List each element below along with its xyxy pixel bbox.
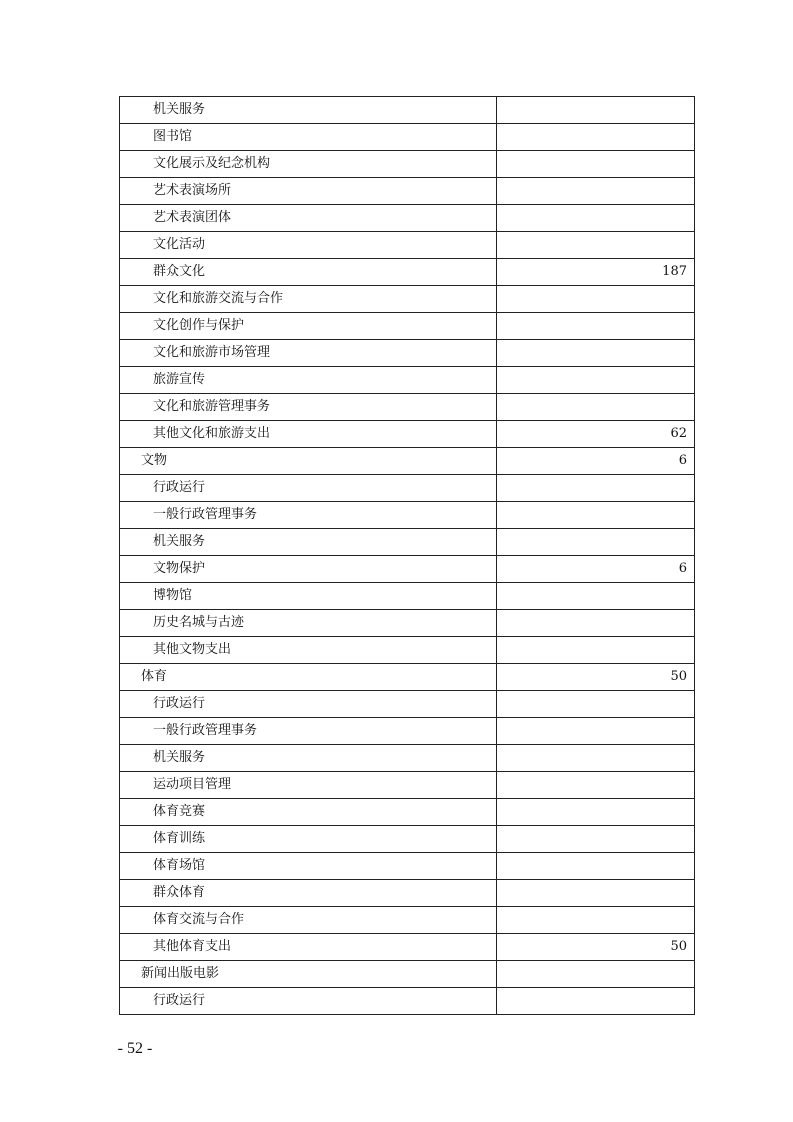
table-row bbox=[120, 853, 695, 880]
item-name-cell: 历史名城与古迹 bbox=[120, 610, 497, 637]
page-number: - 52 - bbox=[117, 1040, 153, 1057]
budget-table-body bbox=[120, 97, 695, 1015]
item-name-cell: 群众体育 bbox=[120, 880, 497, 907]
table-row bbox=[120, 124, 695, 151]
table-row bbox=[120, 529, 695, 556]
item-name-cell: 其他文化和旅游支出 bbox=[120, 421, 497, 448]
item-value-cell bbox=[497, 151, 695, 178]
item-value-cell bbox=[497, 313, 695, 340]
item-value-cell: 62 bbox=[497, 421, 695, 448]
item-name-cell: 文化和旅游交流与合作 bbox=[120, 286, 497, 313]
item-value-cell bbox=[497, 610, 695, 637]
item-value-cell bbox=[497, 988, 695, 1015]
table-row bbox=[120, 556, 695, 583]
item-name-cell: 机关服务 bbox=[120, 745, 497, 772]
item-value-cell bbox=[497, 475, 695, 502]
table-row bbox=[120, 178, 695, 205]
item-value-cell bbox=[497, 97, 695, 124]
table-row bbox=[120, 988, 695, 1015]
table-row bbox=[120, 637, 695, 664]
table-row bbox=[120, 232, 695, 259]
table-row bbox=[120, 907, 695, 934]
budget-table bbox=[119, 96, 695, 1015]
item-name-cell: 文化和旅游管理事务 bbox=[120, 394, 497, 421]
table-row bbox=[120, 934, 695, 961]
item-name-cell: 运动项目管理 bbox=[120, 772, 497, 799]
item-value-cell bbox=[497, 799, 695, 826]
table-row bbox=[120, 880, 695, 907]
table-row bbox=[120, 421, 695, 448]
item-name-cell: 图书馆 bbox=[120, 124, 497, 151]
item-value-cell bbox=[497, 961, 695, 988]
table-row bbox=[120, 286, 695, 313]
item-name-cell: 其他文物支出 bbox=[120, 637, 497, 664]
item-name-cell: 文化创作与保护 bbox=[120, 313, 497, 340]
item-name-cell: 文物 bbox=[120, 448, 497, 475]
table-row bbox=[120, 502, 695, 529]
table-row bbox=[120, 826, 695, 853]
item-value-cell bbox=[497, 718, 695, 745]
item-value-cell bbox=[497, 772, 695, 799]
item-value-cell bbox=[497, 637, 695, 664]
table-row bbox=[120, 772, 695, 799]
item-value-cell bbox=[497, 502, 695, 529]
item-name-cell: 体育交流与合作 bbox=[120, 907, 497, 934]
item-name-cell: 机关服务 bbox=[120, 529, 497, 556]
item-name-cell: 新闻出版电影 bbox=[120, 961, 497, 988]
item-value-cell bbox=[497, 340, 695, 367]
item-value-cell bbox=[497, 583, 695, 610]
item-name-cell: 博物馆 bbox=[120, 583, 497, 610]
item-value-cell bbox=[497, 286, 695, 313]
item-value-cell: 50 bbox=[497, 934, 695, 961]
item-name-cell: 体育场馆 bbox=[120, 853, 497, 880]
table-row bbox=[120, 448, 695, 475]
item-name-cell: 行政运行 bbox=[120, 691, 497, 718]
item-name-cell: 艺术表演团体 bbox=[120, 205, 497, 232]
table-row bbox=[120, 691, 695, 718]
table-row bbox=[120, 205, 695, 232]
table-row bbox=[120, 259, 695, 286]
item-name-cell: 文化展示及纪念机构 bbox=[120, 151, 497, 178]
table-row bbox=[120, 313, 695, 340]
table-row bbox=[120, 151, 695, 178]
item-value-cell bbox=[497, 205, 695, 232]
table-row bbox=[120, 799, 695, 826]
table-row bbox=[120, 475, 695, 502]
item-name-cell: 体育 bbox=[120, 664, 497, 691]
item-value-cell: 50 bbox=[497, 664, 695, 691]
item-name-cell: 体育训练 bbox=[120, 826, 497, 853]
item-value-cell bbox=[497, 178, 695, 205]
item-name-cell: 一般行政管理事务 bbox=[120, 502, 497, 529]
table-row bbox=[120, 97, 695, 124]
item-name-cell: 文化活动 bbox=[120, 232, 497, 259]
item-value-cell bbox=[497, 394, 695, 421]
item-value-cell bbox=[497, 691, 695, 718]
table-row bbox=[120, 394, 695, 421]
item-name-cell: 旅游宣传 bbox=[120, 367, 497, 394]
item-name-cell: 行政运行 bbox=[120, 475, 497, 502]
item-value-cell bbox=[497, 745, 695, 772]
item-value-cell bbox=[497, 853, 695, 880]
item-value-cell: 6 bbox=[497, 556, 695, 583]
item-name-cell: 文物保护 bbox=[120, 556, 497, 583]
table-row bbox=[120, 745, 695, 772]
table-row bbox=[120, 367, 695, 394]
item-name-cell: 艺术表演场所 bbox=[120, 178, 497, 205]
item-name-cell: 文化和旅游市场管理 bbox=[120, 340, 497, 367]
table-row bbox=[120, 961, 695, 988]
item-value-cell bbox=[497, 826, 695, 853]
item-value-cell bbox=[497, 880, 695, 907]
item-name-cell: 体育竞赛 bbox=[120, 799, 497, 826]
item-value-cell: 6 bbox=[497, 448, 695, 475]
item-name-cell: 群众文化 bbox=[120, 259, 497, 286]
item-name-cell: 其他体育支出 bbox=[120, 934, 497, 961]
item-name-cell: 一般行政管理事务 bbox=[120, 718, 497, 745]
table-row bbox=[120, 664, 695, 691]
item-name-cell: 行政运行 bbox=[120, 988, 497, 1015]
item-value-cell bbox=[497, 367, 695, 394]
item-value-cell: 187 bbox=[497, 259, 695, 286]
table-row bbox=[120, 718, 695, 745]
item-value-cell bbox=[497, 232, 695, 259]
item-name-cell: 机关服务 bbox=[120, 97, 497, 124]
table-row bbox=[120, 610, 695, 637]
item-value-cell bbox=[497, 907, 695, 934]
table-row bbox=[120, 583, 695, 610]
item-value-cell bbox=[497, 124, 695, 151]
item-value-cell bbox=[497, 529, 695, 556]
table-row bbox=[120, 340, 695, 367]
